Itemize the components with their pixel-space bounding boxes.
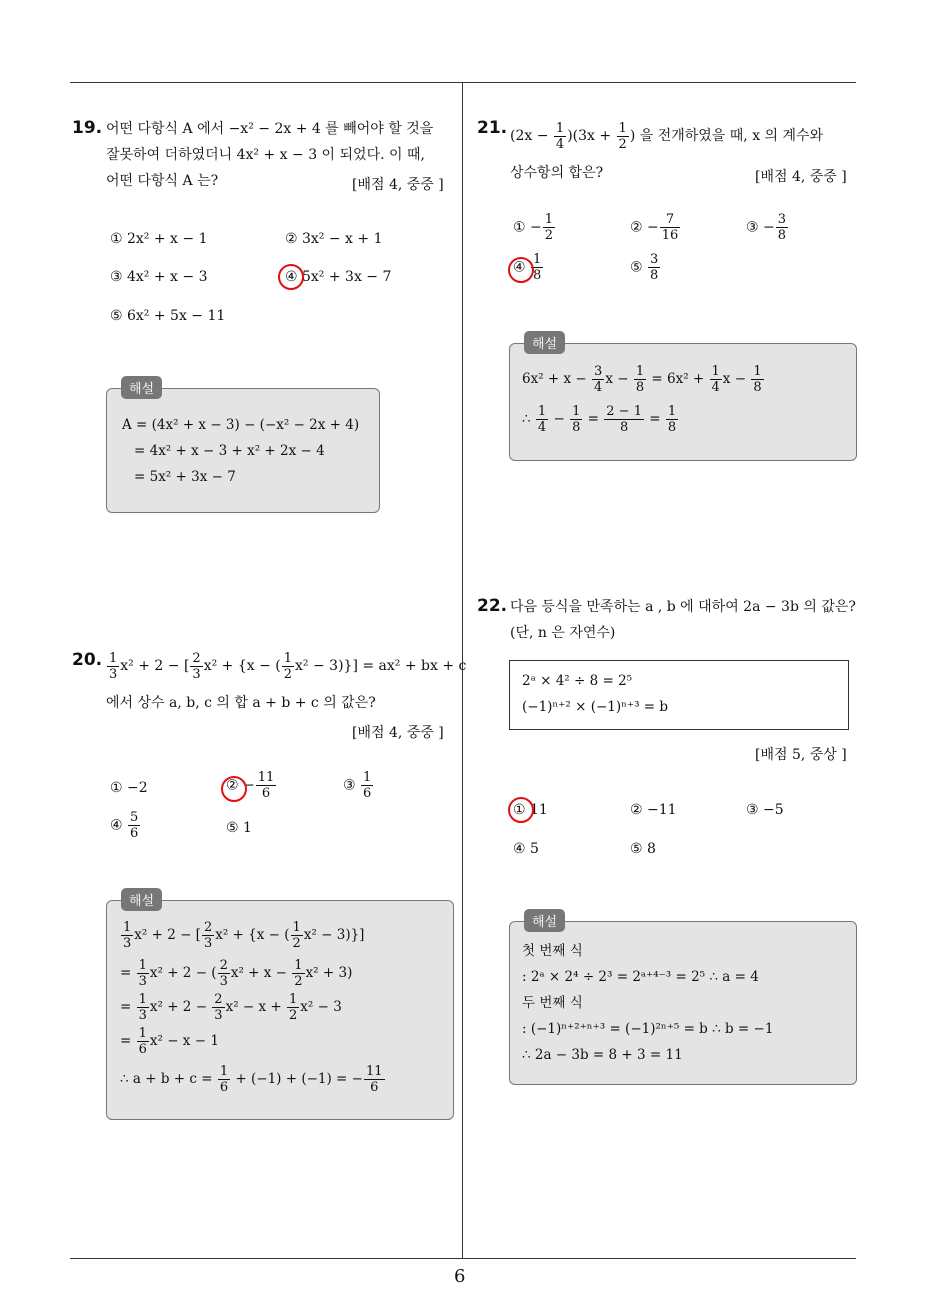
question-22-score: [배점 5, 중상 ]: [755, 747, 847, 763]
q22-solution-line-4: : (−1)ⁿ⁺²⁺ⁿ⁺³ = (−1)²ⁿ⁺⁵ = b ∴ b = −1: [522, 1021, 774, 1037]
question-19-line-3: 어떤 다항식 A 는?: [106, 173, 219, 189]
q22-given-box: [509, 660, 849, 730]
q22-solution-line-1: 첫 번째 식: [522, 943, 583, 959]
question-22-number: 22.: [477, 596, 508, 616]
q19-solution-line-1: A = (4x² + x − 3) − (−x² − 2x + 4): [122, 417, 360, 433]
q20-option-4[interactable]: ④ $\frac{5}{6}$: [110, 810, 139, 841]
q19-option-1[interactable]: ① 2x² + x − 1: [110, 231, 208, 247]
frac-two-thirds: $\frac{2}{3}$: [192, 650, 201, 682]
page-number: 6: [454, 1266, 466, 1287]
q21-option-1[interactable]: ① − $\frac{1}{2}$: [513, 212, 554, 243]
q19-solution-badge: 해설: [121, 376, 162, 399]
q22-equation-1: 2ᵃ × 4² ÷ 8 = 2⁵: [522, 673, 633, 689]
question-19-line-1: 어떤 다항식 A 에서 −x² − 2x + 4 를 빼어야 할 것을: [106, 121, 434, 137]
question-21-line-1: (2x − $\frac{1}{4}$ )(3x + $\frac{1}{2}$ ) 을 전개하였을 때, x 의 계수와: [510, 120, 824, 152]
q20-solution-badge: 해설: [121, 888, 162, 911]
q22-equation-2: (−1)ⁿ⁺² × (−1)ⁿ⁺³ = b: [522, 699, 669, 715]
q20-solution-line-5: ∴ a + b + c = $\frac{1}{6}$ + (−1) + (−1) = − $\frac{11}{6}$: [120, 1064, 383, 1095]
q22-solution-line-2: : 2ᵃ × 2⁴ ÷ 2³ = 2ᵃ⁺⁴⁻³ = 2⁵ ∴ a = 4: [522, 969, 759, 985]
q21-solution-badge: 해설: [524, 331, 565, 354]
q19-answer-mark: [278, 264, 304, 290]
question-21-score: [배점 4, 중중 ]: [755, 169, 847, 185]
question-20-score: [배점 4, 중중 ]: [352, 725, 444, 741]
question-20-line-1: $\frac{1}{3}$ x² + 2 − [ $\frac{2}{3}$ x² + {x − ( $\frac{1}{2}$ x² − 3)}] = ax² + bx + c: [109, 650, 467, 682]
q22-solution-badge: 해설: [524, 909, 565, 932]
q21-solution-line-1: 6x² + x − $\frac{3}{4}$ x − $\frac{1}{8}$ = 6x² + $\frac{1}{4}$ x − $\frac{1}{8}$: [522, 364, 762, 395]
q19-option-3[interactable]: ③ 4x² + x − 3: [110, 269, 208, 285]
q20-option-2[interactable]: ② − $\frac{11}{6}$: [226, 770, 275, 801]
top-rule: [70, 82, 856, 83]
question-21-line-2: 상수항의 합은?: [510, 165, 604, 181]
question-20-line-2: 에서 상수 a, b, c 의 합 a + b + c 의 값은?: [106, 695, 376, 711]
q22-option-1[interactable]: ① 11: [513, 802, 548, 818]
q22-option-5[interactable]: ⑤ 8: [630, 841, 656, 857]
q20-option-3[interactable]: ③ $\frac{1}{6}$: [343, 770, 372, 801]
q22-option-2[interactable]: ② −11: [630, 802, 677, 818]
q19-option-5[interactable]: ⑤ 6x² + 5x − 11: [110, 308, 226, 324]
frac-one-third: $\frac{1}{3}$: [109, 650, 118, 682]
q21-solution-box: [509, 343, 857, 461]
question-19-line-2: 잘못하여 더하였더니 4x² + x − 3 이 되었다. 이 때,: [106, 147, 425, 163]
q22-solution-line-3: 두 번째 식: [522, 995, 583, 1011]
q19-option-4[interactable]: ④ 5x² + 3x − 7: [285, 269, 392, 285]
q20-solution-line-3: = $\frac{1}{3}$ x² + 2 − $\frac{2}{3}$ x² − x + $\frac{1}{2}$ x² − 3: [120, 992, 342, 1023]
question-21-number: 21.: [477, 118, 508, 138]
question-19-number: 19.: [72, 118, 103, 138]
q21-option-2[interactable]: ② − $\frac{7}{16}$: [630, 212, 679, 243]
question-19-score: [배점 4, 중중 ]: [352, 177, 444, 193]
q19-solution-line-2: = 4x² + x − 3 + x² + 2x − 4: [134, 443, 325, 459]
q21-solution-line-2: ∴ $\frac{1}{4}$ − $\frac{1}{8}$ = $\frac{2 - 1}{8}$ = $\frac{1}{8}$: [522, 404, 677, 435]
question-22-line-1: 다음 등식을 만족하는 a , b 에 대하여 2a − 3b 의 값은?: [510, 599, 856, 615]
q19-solution-line-3: = 5x² + 3x − 7: [134, 469, 236, 485]
q20-option-1[interactable]: ① −2: [110, 780, 148, 796]
q22-answer-mark: [508, 797, 534, 823]
q22-option-3[interactable]: ③ −5: [746, 802, 784, 818]
question-22-line-2: (단, n 은 자연수): [510, 625, 616, 641]
q21-option-5[interactable]: ⑤ $\frac{3}{8}$: [630, 252, 659, 283]
question-20-number: 20.: [72, 650, 103, 670]
q21-option-4[interactable]: ④ $\frac{1}{8}$: [513, 252, 542, 283]
q20-option-5[interactable]: ⑤ 1: [226, 820, 252, 836]
q22-option-4[interactable]: ④ 5: [513, 841, 539, 857]
q21-option-3[interactable]: ③ − $\frac{3}{8}$: [746, 212, 787, 243]
q20-solution-line-4: = $\frac{1}{6}$ x² − x − 1: [120, 1026, 219, 1057]
q21-answer-mark: [508, 257, 534, 283]
bottom-rule: [70, 1258, 856, 1259]
q20-solution-line-2: = $\frac{1}{3}$ x² + 2 − ( $\frac{2}{3}$ x² + x − $\frac{1}{2}$ x² + 3): [120, 958, 353, 989]
frac-one-half: $\frac{1}{2}$: [283, 650, 293, 682]
q20-solution-line-1: $\frac{1}{3}$ x² + 2 − [ $\frac{2}{3}$ x² + {x − ( $\frac{1}{2}$ x² − 3)}]: [123, 920, 365, 951]
q19-option-2[interactable]: ② 3x² − x + 1: [285, 231, 383, 247]
q20-answer-mark: [221, 776, 247, 802]
q22-solution-line-5: ∴ 2a − 3b = 8 + 3 = 11: [522, 1047, 683, 1063]
